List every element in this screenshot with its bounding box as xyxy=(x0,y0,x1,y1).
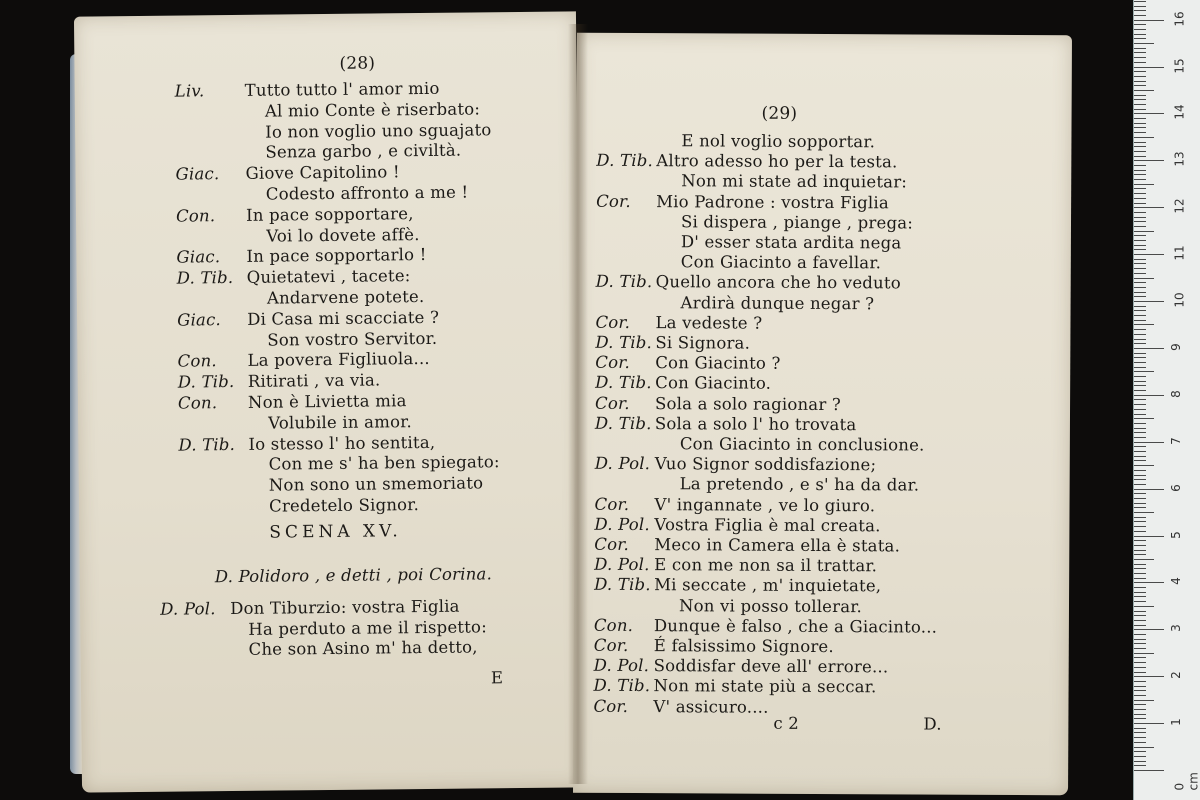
verse-line: Con me s' ha ben spiegato: xyxy=(268,452,500,475)
ruler-tick xyxy=(1134,259,1146,260)
ruler-tick xyxy=(1134,390,1146,391)
ruler-tick xyxy=(1134,52,1146,53)
ruler-number: 16 xyxy=(1172,10,1187,27)
ruler-tick xyxy=(1134,653,1154,654)
ruler-tick xyxy=(1134,29,1146,30)
ruler-number: 12 xyxy=(1172,198,1187,214)
ruler-tick xyxy=(1134,695,1146,696)
ruler-tick xyxy=(1134,414,1146,415)
verse-line: V' assicuro.... xyxy=(653,696,769,717)
ruler-tick xyxy=(1134,85,1146,86)
signature-mark: c 2 xyxy=(773,713,800,733)
ruler-tick xyxy=(1134,601,1146,602)
ruler-tick xyxy=(1134,57,1146,58)
speaker-label: D. Tib. xyxy=(176,268,234,288)
verse-line: Tutto tutto l' amor mio xyxy=(244,78,440,100)
verse-line: Al mio Conte è riserbato: xyxy=(264,99,481,121)
ruler-number: 6 xyxy=(1168,483,1183,492)
verse-line: Si dispera , piange , prega: xyxy=(680,212,914,233)
ruler-tick xyxy=(1134,432,1146,433)
ruler-tick xyxy=(1134,531,1146,532)
ruler-number: 10 xyxy=(1172,292,1187,308)
verse-line: In pace sopportarlo ! xyxy=(246,245,427,267)
ruler-tick xyxy=(1134,489,1164,490)
ruler-tick xyxy=(1134,245,1146,246)
ruler-tick xyxy=(1134,81,1146,82)
verse-line: Codesto affronto a me ! xyxy=(265,182,469,204)
right-page xyxy=(573,33,1072,796)
ruler-tick xyxy=(1134,71,1146,72)
ruler-tick xyxy=(1134,587,1146,588)
ruler-tick xyxy=(1134,287,1146,288)
verse-line: La pretendo , e s' ha da dar. xyxy=(679,474,920,495)
ruler-tick xyxy=(1134,263,1146,264)
verse-line: Soddisfar deve all' errore... xyxy=(653,656,889,677)
ruler-tick xyxy=(1134,756,1146,757)
speaker-label: D. Pol. xyxy=(594,514,650,534)
speaker-label: Liv. xyxy=(174,81,205,101)
ruler-tick xyxy=(1134,127,1146,128)
verse-line: Io stesso l' ho sentita, xyxy=(248,432,436,454)
ruler-number: 8 xyxy=(1168,389,1183,398)
ruler-tick xyxy=(1134,559,1154,560)
ruler-tick xyxy=(1134,292,1146,293)
ruler-tick xyxy=(1134,76,1146,77)
ruler-tick xyxy=(1134,362,1146,363)
ruler-tick xyxy=(1134,231,1154,232)
ruler-tick xyxy=(1134,339,1146,340)
speaker-label: Cor. xyxy=(593,635,629,655)
ruler-tick xyxy=(1134,146,1146,147)
ruler-tick xyxy=(1134,428,1146,429)
ruler-tick xyxy=(1134,221,1146,222)
right-page-number: (29) xyxy=(761,103,798,124)
ruler-tick xyxy=(1134,592,1146,593)
ruler-tick xyxy=(1134,676,1164,677)
scene-title: SCENA XV. xyxy=(269,521,402,543)
ruler-tick xyxy=(1134,686,1146,687)
verse-line: Son vostro Servitor. xyxy=(267,328,438,350)
verse-line: La vedeste ? xyxy=(655,312,763,333)
verse-line: Altro adesso ho per la testa. xyxy=(656,151,898,172)
ruler-tick xyxy=(1134,137,1154,138)
ruler-number: 14 xyxy=(1172,104,1187,121)
speaker-label: Cor. xyxy=(596,191,631,211)
ruler-tick xyxy=(1134,249,1146,250)
ruler-tick xyxy=(1134,512,1154,513)
ruler-tick xyxy=(1134,606,1154,607)
ruler-tick xyxy=(1134,761,1146,762)
speaker-label: Con. xyxy=(593,615,634,635)
ruler-tick xyxy=(1134,99,1146,100)
ruler-tick xyxy=(1134,306,1146,307)
ruler-tick xyxy=(1134,446,1146,447)
left-page xyxy=(74,11,584,792)
ruler-tick xyxy=(1134,742,1146,743)
ruler-tick xyxy=(1134,399,1146,400)
verse-line: In pace sopportare, xyxy=(245,203,414,225)
ruler-tick xyxy=(1134,357,1146,358)
verse-line: Ha perduto a me il rispetto: xyxy=(248,616,488,639)
speaker-label: Con. xyxy=(175,205,216,226)
ruler-tick xyxy=(1134,334,1146,335)
verse-line: Ritirati , va via. xyxy=(247,370,381,392)
ruler-tick xyxy=(1134,554,1146,555)
speaker-label: Cor. xyxy=(595,393,630,413)
ruler-tick xyxy=(1134,568,1146,569)
ruler-tick xyxy=(1134,142,1146,143)
speaker-label: D. Tib. xyxy=(593,676,651,696)
ruler-tick xyxy=(1134,625,1146,626)
speaker-label: D. Tib. xyxy=(177,372,235,392)
speaker-label: Giac. xyxy=(175,164,220,184)
ruler-tick xyxy=(1134,165,1146,166)
ruler-tick xyxy=(1134,718,1146,719)
ruler-tick xyxy=(1134,367,1146,368)
ruler-tick xyxy=(1134,278,1154,279)
speaker-label: D. Tib. xyxy=(595,373,652,393)
ruler-tick xyxy=(1134,737,1146,738)
ruler-tick xyxy=(1134,690,1146,691)
verse-line: Non sono un smemoriato xyxy=(268,473,484,495)
verse-line: Quietatevi , tacete: xyxy=(246,266,411,288)
verse-line: La povera Figliuola... xyxy=(247,349,430,371)
ruler-tick xyxy=(1134,174,1146,175)
ruler-tick xyxy=(1134,235,1146,236)
ruler-tick xyxy=(1134,282,1146,283)
verse-line: Si Signora. xyxy=(655,333,751,353)
ruler-tick xyxy=(1134,536,1164,537)
ruler-tick xyxy=(1134,273,1146,274)
ruler-tick xyxy=(1134,714,1146,715)
ruler-tick xyxy=(1134,634,1146,635)
ruler-tick xyxy=(1134,667,1146,668)
verse-line: Non vi posso tollerar. xyxy=(678,595,863,616)
ruler-tick xyxy=(1134,10,1146,11)
ruler-tick xyxy=(1134,765,1146,766)
verse-line: Ardirà dunque negar ? xyxy=(680,292,875,313)
ruler-number: 15 xyxy=(1172,57,1187,74)
ruler-tick xyxy=(1134,15,1146,16)
ruler-number: 9 xyxy=(1168,343,1183,351)
ruler-tick xyxy=(1134,151,1146,152)
ruler-tick xyxy=(1134,240,1146,241)
verse-line: É falsissimo Signore. xyxy=(653,636,834,657)
ruler-tick xyxy=(1134,475,1146,476)
ruler-tick xyxy=(1134,6,1146,7)
ruler-tick xyxy=(1134,503,1146,504)
ruler-tick xyxy=(1134,123,1146,124)
speaker-label: D. Pol. xyxy=(594,554,650,575)
ruler-tick xyxy=(1134,545,1146,546)
verse-line: Sola a solo ragionar ? xyxy=(655,393,841,414)
ruler-tick xyxy=(1134,43,1154,44)
ruler-tick xyxy=(1134,381,1146,382)
ruler-tick xyxy=(1134,700,1154,701)
verse-line: Vuo Signor soddisfazione; xyxy=(654,454,877,475)
ruler-tick xyxy=(1134,193,1146,194)
verse-line: Quello ancora che ho veduto xyxy=(655,272,901,293)
ruler-tick xyxy=(1134,156,1146,157)
ruler-number: 4 xyxy=(1168,577,1183,586)
ruler-tick xyxy=(1134,320,1146,321)
speaker-label: D. Tib. xyxy=(594,575,651,595)
ruler-tick xyxy=(1134,470,1146,471)
ruler-tick xyxy=(1134,1,1146,2)
ruler-tick xyxy=(1134,90,1154,91)
ruler-tick xyxy=(1134,385,1146,386)
ruler-number: 1 xyxy=(1168,718,1183,726)
verse-line: Che son Asino m' ha detto, xyxy=(248,637,478,659)
speaker-label: D. Tib. xyxy=(594,413,652,433)
ruler-tick xyxy=(1134,648,1146,649)
ruler-tick xyxy=(1134,681,1146,682)
ruler-tick xyxy=(1134,371,1154,372)
book-gutter xyxy=(568,24,588,784)
speaker-label: Con. xyxy=(177,393,218,413)
ruler-tick xyxy=(1134,376,1146,377)
ruler-tick xyxy=(1134,451,1146,452)
ruler-tick xyxy=(1134,409,1146,410)
verse-line: Mio Padrone : vostra Figlia xyxy=(656,191,889,212)
ruler-tick xyxy=(1134,198,1146,199)
ruler-tick xyxy=(1134,348,1164,349)
ruler-number: 3 xyxy=(1168,624,1183,633)
ruler-tick xyxy=(1134,217,1146,218)
speaker-label: Cor. xyxy=(593,696,629,716)
ruler-tick xyxy=(1134,184,1154,185)
verse-line: Volubile in amor. xyxy=(268,411,412,433)
verse-line: Non è Livietta mia xyxy=(247,391,407,412)
ruler-tick xyxy=(1134,643,1146,644)
speaker-label: D. Pol. xyxy=(593,655,650,676)
ruler-tick xyxy=(1134,160,1164,161)
ruler-tick xyxy=(1134,493,1146,494)
measurement-ruler xyxy=(1133,0,1200,800)
left-page-number: (28) xyxy=(339,53,376,74)
ruler-number: 0 cm xyxy=(1172,772,1200,791)
ruler-tick xyxy=(1134,498,1146,499)
ruler-tick xyxy=(1134,254,1164,255)
ruler-tick xyxy=(1134,423,1146,424)
ruler-tick xyxy=(1134,732,1146,733)
ruler-tick xyxy=(1134,179,1146,180)
ruler-tick xyxy=(1134,629,1164,630)
ruler-tick xyxy=(1134,48,1146,49)
speaker-label: D. Pol. xyxy=(160,599,216,619)
verse-line: Voi lo dovete affè. xyxy=(266,224,420,246)
verse-line: E con me non sa il trattar. xyxy=(654,555,878,576)
ruler-tick xyxy=(1134,324,1154,325)
ruler-tick xyxy=(1134,709,1146,710)
ruler-number: 2 xyxy=(1168,671,1183,680)
ruler-tick xyxy=(1134,517,1146,518)
ruler-tick xyxy=(1134,723,1164,724)
ruler-tick xyxy=(1134,672,1146,673)
ruler-tick xyxy=(1134,662,1146,663)
ruler-tick xyxy=(1134,315,1146,316)
ruler-tick xyxy=(1134,226,1146,227)
verse-line: Giove Capitolino ! xyxy=(245,162,400,184)
ruler-tick xyxy=(1134,442,1164,443)
ruler-tick xyxy=(1134,460,1146,461)
ruler-tick xyxy=(1134,113,1164,114)
speaker-label: Giac. xyxy=(177,309,222,330)
ruler-tick xyxy=(1134,329,1146,330)
ruler-tick xyxy=(1134,479,1146,480)
catchword: E xyxy=(490,668,504,688)
verse-line: V' ingannate , ve lo giuro. xyxy=(654,494,876,515)
verse-line: Andarvene potete. xyxy=(266,286,425,308)
ruler-tick xyxy=(1134,437,1146,438)
verse-line: Con Giacinto. xyxy=(655,373,772,394)
verse-line: Con Giacinto in conclusione. xyxy=(679,434,925,455)
ruler-tick xyxy=(1134,578,1146,579)
ruler-tick xyxy=(1134,521,1146,522)
ruler-number: 13 xyxy=(1172,151,1187,167)
ruler-tick xyxy=(1134,353,1146,354)
verse-line: Di Casa mi scacciate ? xyxy=(247,307,440,329)
ruler-tick xyxy=(1134,611,1146,612)
ruler-tick xyxy=(1134,395,1164,396)
ruler-tick xyxy=(1134,104,1146,105)
ruler-tick xyxy=(1134,118,1146,119)
ruler-tick xyxy=(1134,639,1146,640)
verse-line: Non mi state ad inquietar: xyxy=(681,171,908,192)
speaker-label: Cor. xyxy=(594,494,630,514)
speaker-label: Cor. xyxy=(594,534,630,554)
ruler-tick xyxy=(1134,34,1146,35)
verse-line: Con Giacinto ? xyxy=(655,353,781,373)
speaker-label: Con. xyxy=(177,351,217,371)
verse-line: D' esser stata ardita nega xyxy=(680,232,902,253)
ruler-tick xyxy=(1134,465,1154,466)
speaker-label: Giac. xyxy=(176,247,221,267)
ruler-tick xyxy=(1134,207,1164,208)
verse-line: E nol voglio sopportar. xyxy=(681,131,876,152)
ruler-tick xyxy=(1134,301,1164,302)
speaker-label: Cor. xyxy=(595,352,631,373)
speaker-label: Cor. xyxy=(595,312,631,332)
ruler-tick xyxy=(1134,343,1146,344)
verse-line: Mi seccate , m' inquietate, xyxy=(654,575,882,596)
ruler-tick xyxy=(1134,132,1146,133)
ruler-tick xyxy=(1134,507,1146,508)
verse-line: Io non voglio uno sguajato xyxy=(265,119,492,142)
ruler-tick xyxy=(1134,540,1146,541)
ruler-tick xyxy=(1134,657,1146,658)
ruler-tick xyxy=(1134,484,1146,485)
ruler-tick xyxy=(1134,212,1146,213)
stage-direction: D. Polidoro , e detti , poi Corina. xyxy=(214,564,493,587)
ruler-number: 5 xyxy=(1168,530,1183,539)
ruler-tick xyxy=(1134,170,1146,171)
speaker-label: D. Tib. xyxy=(595,332,653,353)
verse-line: Don Tiburzio: vostra Figlia xyxy=(230,596,460,619)
ruler-number: 11 xyxy=(1172,245,1187,261)
ruler-tick xyxy=(1134,20,1164,21)
ruler-tick xyxy=(1134,296,1146,297)
verse-line: Senza garbo , e civiltà. xyxy=(265,140,462,163)
ruler-tick xyxy=(1134,728,1146,729)
ruler-tick xyxy=(1134,418,1154,419)
ruler-tick xyxy=(1134,404,1146,405)
ruler-tick xyxy=(1134,24,1146,25)
ruler-tick xyxy=(1134,620,1146,621)
ruler-tick xyxy=(1134,747,1154,748)
ruler-tick xyxy=(1134,751,1146,752)
ruler-tick xyxy=(1134,564,1146,565)
verse-line: Dunque è falso , che a Giacinto... xyxy=(653,615,938,637)
speaker-label: D. Tib. xyxy=(596,150,653,171)
ruler-tick xyxy=(1134,67,1164,68)
ruler-tick xyxy=(1134,109,1146,110)
catchword: D. xyxy=(923,714,942,734)
speaker-label: D. Tib. xyxy=(178,434,236,455)
ruler-tick xyxy=(1134,456,1146,457)
open-book xyxy=(70,14,1070,790)
ruler-tick xyxy=(1134,573,1146,574)
ruler-number: 7 xyxy=(1168,436,1183,445)
ruler-tick xyxy=(1134,526,1146,527)
verse-line: Con Giacinto a favellar. xyxy=(680,252,882,273)
verse-line: Meco in Camera ella è stata. xyxy=(654,535,901,556)
ruler-tick xyxy=(1134,550,1146,551)
ruler-tick xyxy=(1134,770,1164,771)
ruler-tick xyxy=(1134,38,1146,39)
ruler-tick xyxy=(1134,704,1146,705)
verse-line: Non mi state più a seccar. xyxy=(653,676,877,697)
ruler-tick xyxy=(1134,203,1146,204)
ruler-tick xyxy=(1134,310,1146,311)
ruler-tick xyxy=(1134,596,1146,597)
ruler-tick xyxy=(1134,582,1164,583)
ruler-tick xyxy=(1134,615,1146,616)
speaker-label: D. Pol. xyxy=(594,453,651,474)
ruler-tick xyxy=(1134,95,1146,96)
ruler-tick xyxy=(1134,62,1146,63)
ruler-tick xyxy=(1134,188,1146,189)
ruler-tick xyxy=(1134,268,1146,269)
speaker-label: D. Tib. xyxy=(595,272,653,292)
verse-line: Vostra Figlia è mal creata. xyxy=(654,514,881,536)
verse-line: Credetelo Signor. xyxy=(268,495,420,516)
verse-line: Sola a solo l' ho trovata xyxy=(654,413,857,434)
